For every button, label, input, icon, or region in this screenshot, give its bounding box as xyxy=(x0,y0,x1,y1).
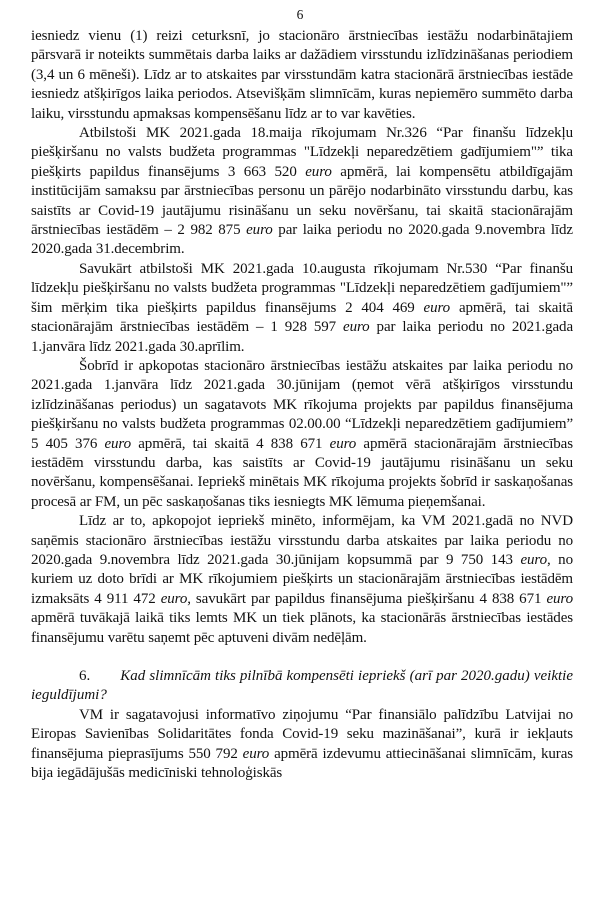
currency-euro: euro xyxy=(423,299,451,316)
document-body xyxy=(31,27,573,783)
text-run: iesniedz vienu (1) reizi ceturksnī, jo stacionāro ārstniecības iestāžu nodarbinātajiem pārsvarā ir noteikts summētais darba laiks ar dažādiem virsstundu izlīdzināšanas periodiem (3,4 un 6 mēneši). Līdz ar to atskaites par virsstundām katra stacionārā ārstniecības iestāde iesniedz atšķirīgos laika periodos. Atsevišķām slimnīcām, kuras nepiemēro summēto darba laiku, virsstundu apmaksas kompensēšanu līdz ar to var kavēties. xyxy=(31,28,573,122)
question-6 xyxy=(31,667,573,706)
page-number: 6 xyxy=(296,7,304,22)
currency-euro: euro xyxy=(343,319,370,336)
text-run: , no kuriem uz doto brīdi ar MK rīkojumiem piešķirts un stacionārajām ārstniecības iestādēm izmaksāts 4 911 472 xyxy=(31,551,573,607)
text-run: Savukārt atbilstoši MK 2021.gada 10.augusta rīkojumam Nr.530 “Par finanšu līdzekļu piešķiršanu no valsts budžeta programmas "Līdzekļi neparedzētiem gadījumiem"” šim mērķim tika piešķirts papildus finansējums 2 404 469 xyxy=(31,260,573,316)
text-run: Līdz ar to, apkopojot iepriekš minēto, informējam, ka VM 2021.gadā no NVD saņēmis stacionāro ārstniecības iestāžu virsstundu darba atskaites par laika periodu no 2020.gada 9.novembra līdz 2021.gada 30.jūnijam kopsummā par 9 750 143 xyxy=(31,513,573,568)
text-run: apmērā izdevumu attiecināšanai slimnīcām, kuras bija iegādājušās medicīniski tehnoloģiskās xyxy=(31,745,573,782)
currency-euro: euro xyxy=(246,222,273,239)
paragraph-2 xyxy=(31,124,573,260)
text-run: , savukārt par papildus finansējuma piešķiršanu 4 838 671 xyxy=(187,590,547,607)
question-text: Kad slimnīcām tiks pilnībā kompensēti iepriekš (arī par 2020.gadu) veiktie ieguldījumi? xyxy=(31,668,573,704)
text-run: Šobrīd ir apkopotas stacionāro ārstniecības iestāžu atskaites par laika periodu no 2021.gada 1.janvāra līdz 2021.gada 30.jūnijam (ņemot vērā atšķirīgos virsstundu izlīdzināšanas periodus) un sagatavots MK rīkojuma projekts par papildus finansējuma piešķiršanu no valsts budžeta programmas 02.00.00 “Līdzekļi neparedzētiem gadījumiem” 5 405 376 xyxy=(31,357,573,452)
paragraph-5 xyxy=(31,512,573,648)
text-run: VM ir sagatavojusi informatīvo ziņojumu “Par finansiālo palīdzību Latvijai no Eiropas Savienības Solidaritātes fonda Covid-19 seku mazināšanai”, kurā ir iekļauts finansējuma pieprasījums 550 792 xyxy=(31,706,573,762)
currency-euro: euro xyxy=(242,745,270,762)
currency-euro: euro xyxy=(305,163,332,180)
text-run: apmērā, tai skaitā 4 838 671 xyxy=(131,435,330,452)
currency-euro: euro xyxy=(520,551,547,568)
paragraph-3 xyxy=(31,260,573,357)
text-run: apmērā stacionārajām ārstniecības iestādēm virsstundu darba, kas saistīts ar Covid-19 jautājumu risināšanu un seku novēršanu, kompensēšanai. Iepriekš minētais MK rīkojuma projekts šobrīd ir saskaņošanas procesā ar FM, un pēc saskaņošanas tiks iesniegts MK lēmuma pieņemšanai. xyxy=(31,435,573,510)
paragraph-1 xyxy=(31,27,573,124)
answer-paragraph xyxy=(31,706,573,784)
text-run: apmērā, tai skaitā stacionārajām ārstniecības iestādēm – 1 928 597 xyxy=(31,299,573,336)
currency-euro: euro xyxy=(546,590,573,607)
currency-euro: euro xyxy=(160,590,188,607)
paragraph-4 xyxy=(31,357,573,512)
text-run: par laika periodu no 2021.gada 1.janvāra līdz 2021.gada 30.aprīlim. xyxy=(31,319,573,355)
text-run: Atbilstoši MK 2021.gada 18.maija rīkojumam Nr.326 “Par finanšu līdzekļu piešķiršanu no valsts budžeta programmas "Līdzekļi neparedzētiem gadījumiem"” tika piešķirts papildus finansējums 3 663 520 xyxy=(31,125,573,180)
currency-euro: euro xyxy=(104,435,132,452)
question-number: 6. xyxy=(79,668,91,684)
currency-euro: euro xyxy=(329,435,357,452)
text-run: apmērā, lai kompensētu atbildīgajām institūcijām samaksu par ārstniecības personu un pārējo nodarbināto virsstundu darbu, kas saistīts ar Covid-19 jautājumu risināšanu un seku novēršanu, tai skaitā stacionārajām ārstniecības iestādēm – 2 982 875 xyxy=(31,163,573,239)
text-run: par laika periodu no 2020.gada 9.novembra līdz 2020.gada 31.decembrim. xyxy=(31,222,573,258)
text-run: apmērā tuvākajā laikā tiks lemts MK un tiek plānots, ka stacionārās ārstniecības iestādes finansējumu varētu saņemt pēc aptuveni divām nedēļām. xyxy=(31,610,573,646)
